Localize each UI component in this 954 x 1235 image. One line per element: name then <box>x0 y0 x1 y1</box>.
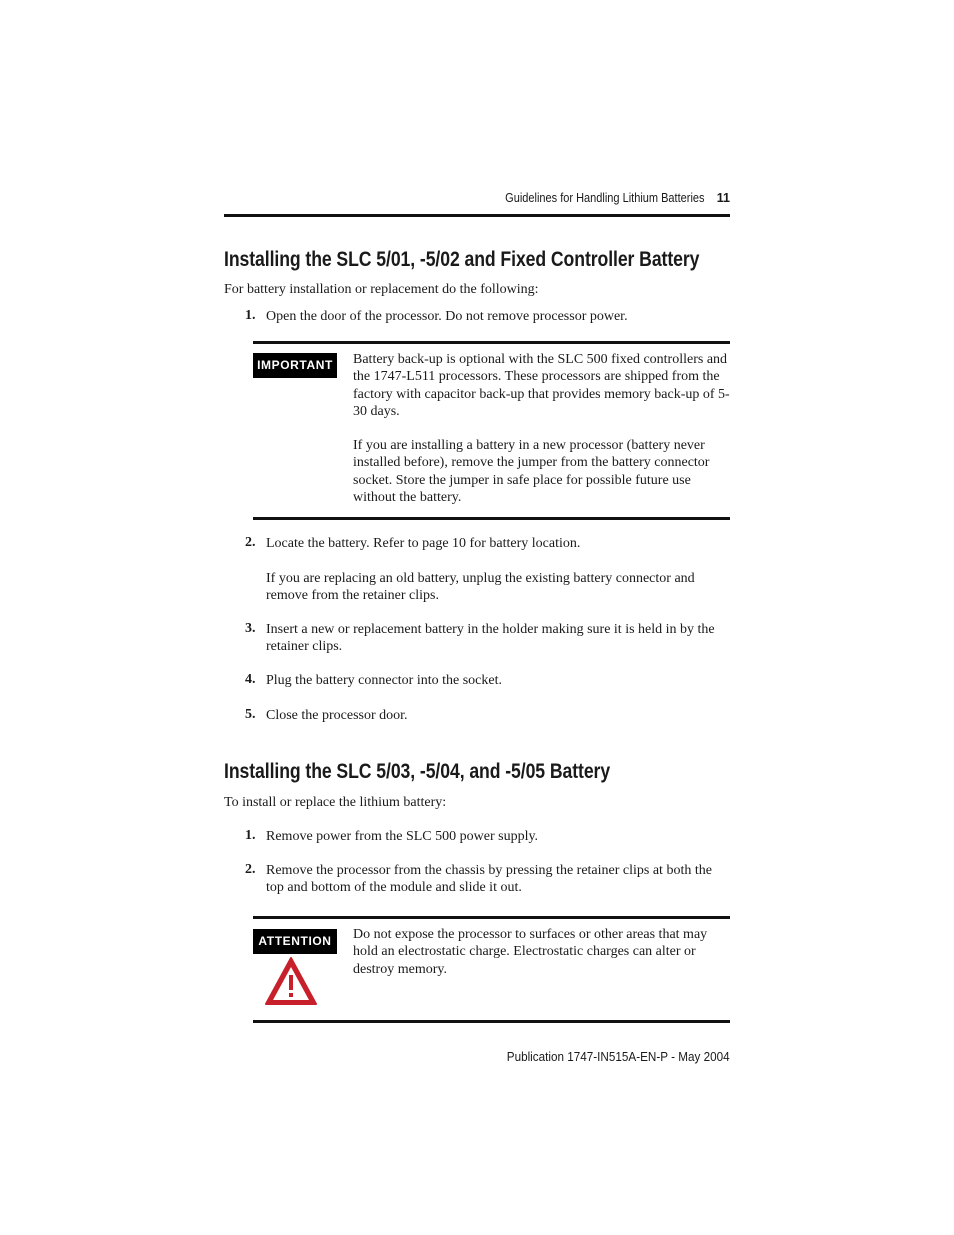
step-number: 5. <box>245 707 256 722</box>
publication-number: Publication 1747-IN515A-EN-P - May 2004 <box>507 1049 730 1064</box>
attention-top-rule <box>253 916 730 919</box>
step-number: 1. <box>245 308 256 323</box>
page-number: 11 <box>716 191 730 205</box>
important-bottom-rule <box>253 517 730 520</box>
step-text: Plug the battery connector into the socket. <box>266 673 502 688</box>
step-text: Remove the processor from the chassis by pressing the retainer clips at both the top and bottom of the module and slide it out. <box>266 863 712 896</box>
step-text: Close the processor door. <box>266 708 408 723</box>
step-text: Remove power from the SLC 500 power supply. <box>266 829 539 844</box>
section-heading-slc-5-01: Installing the SLC 5/01, -5/02 and Fixed Controller Battery <box>224 248 700 271</box>
running-header-title: Guidelines for Handling Lithium Batteries <box>505 191 705 205</box>
step-number: 3. <box>245 621 256 636</box>
important-top-rule <box>253 341 730 344</box>
header-rule <box>224 214 730 217</box>
section-heading-slc-5-03: Installing the SLC 5/03, -5/04, and -5/05 Battery <box>224 760 611 783</box>
section1-intro: For battery installation or replacement do the following: <box>224 282 539 297</box>
publication-footer <box>224 1049 730 1064</box>
step-number: 2. <box>245 862 256 877</box>
warning-triangle-icon <box>263 955 319 1007</box>
section2-intro: To install or replace the lithium battery: <box>224 795 447 810</box>
step-text: Locate the battery. Refer to page 10 for battery location. <box>266 536 581 551</box>
step-text: Insert a new or replacement battery in the holder making sure it is held in by the retainer clips. <box>266 622 715 655</box>
running-header <box>224 191 730 211</box>
important-paragraph-1: Battery back-up is optional with the SLC 500 fixed controllers and the 1747-L511 processors. These processors are shipped from the factory with capacitor back-up that provides memory back-up of 5-30 days. <box>353 352 730 419</box>
step-text: Open the door of the processor. Do not remove processor power. <box>266 309 628 324</box>
attention-bottom-rule <box>253 1020 730 1023</box>
attention-label: ATTENTION <box>253 929 337 954</box>
important-label: IMPORTANT <box>253 353 337 378</box>
attention-text: Do not expose the processor to surfaces or other areas that may hold an electrostatic charge. Electrostatic charges can alter or destroy memory. <box>353 927 708 977</box>
step-number: 2. <box>245 535 256 550</box>
step-number: 4. <box>245 672 256 687</box>
step-subtext: If you are replacing an old battery, unplug the existing battery connector and remove from the retainer clips. <box>266 571 695 604</box>
step-number: 1. <box>245 828 256 843</box>
important-paragraph-2: If you are installing a battery in a new processor (battery never installed before), remove the jumper from the battery connector socket. Store the jumper in safe place for possible future use without the battery. <box>353 438 710 505</box>
